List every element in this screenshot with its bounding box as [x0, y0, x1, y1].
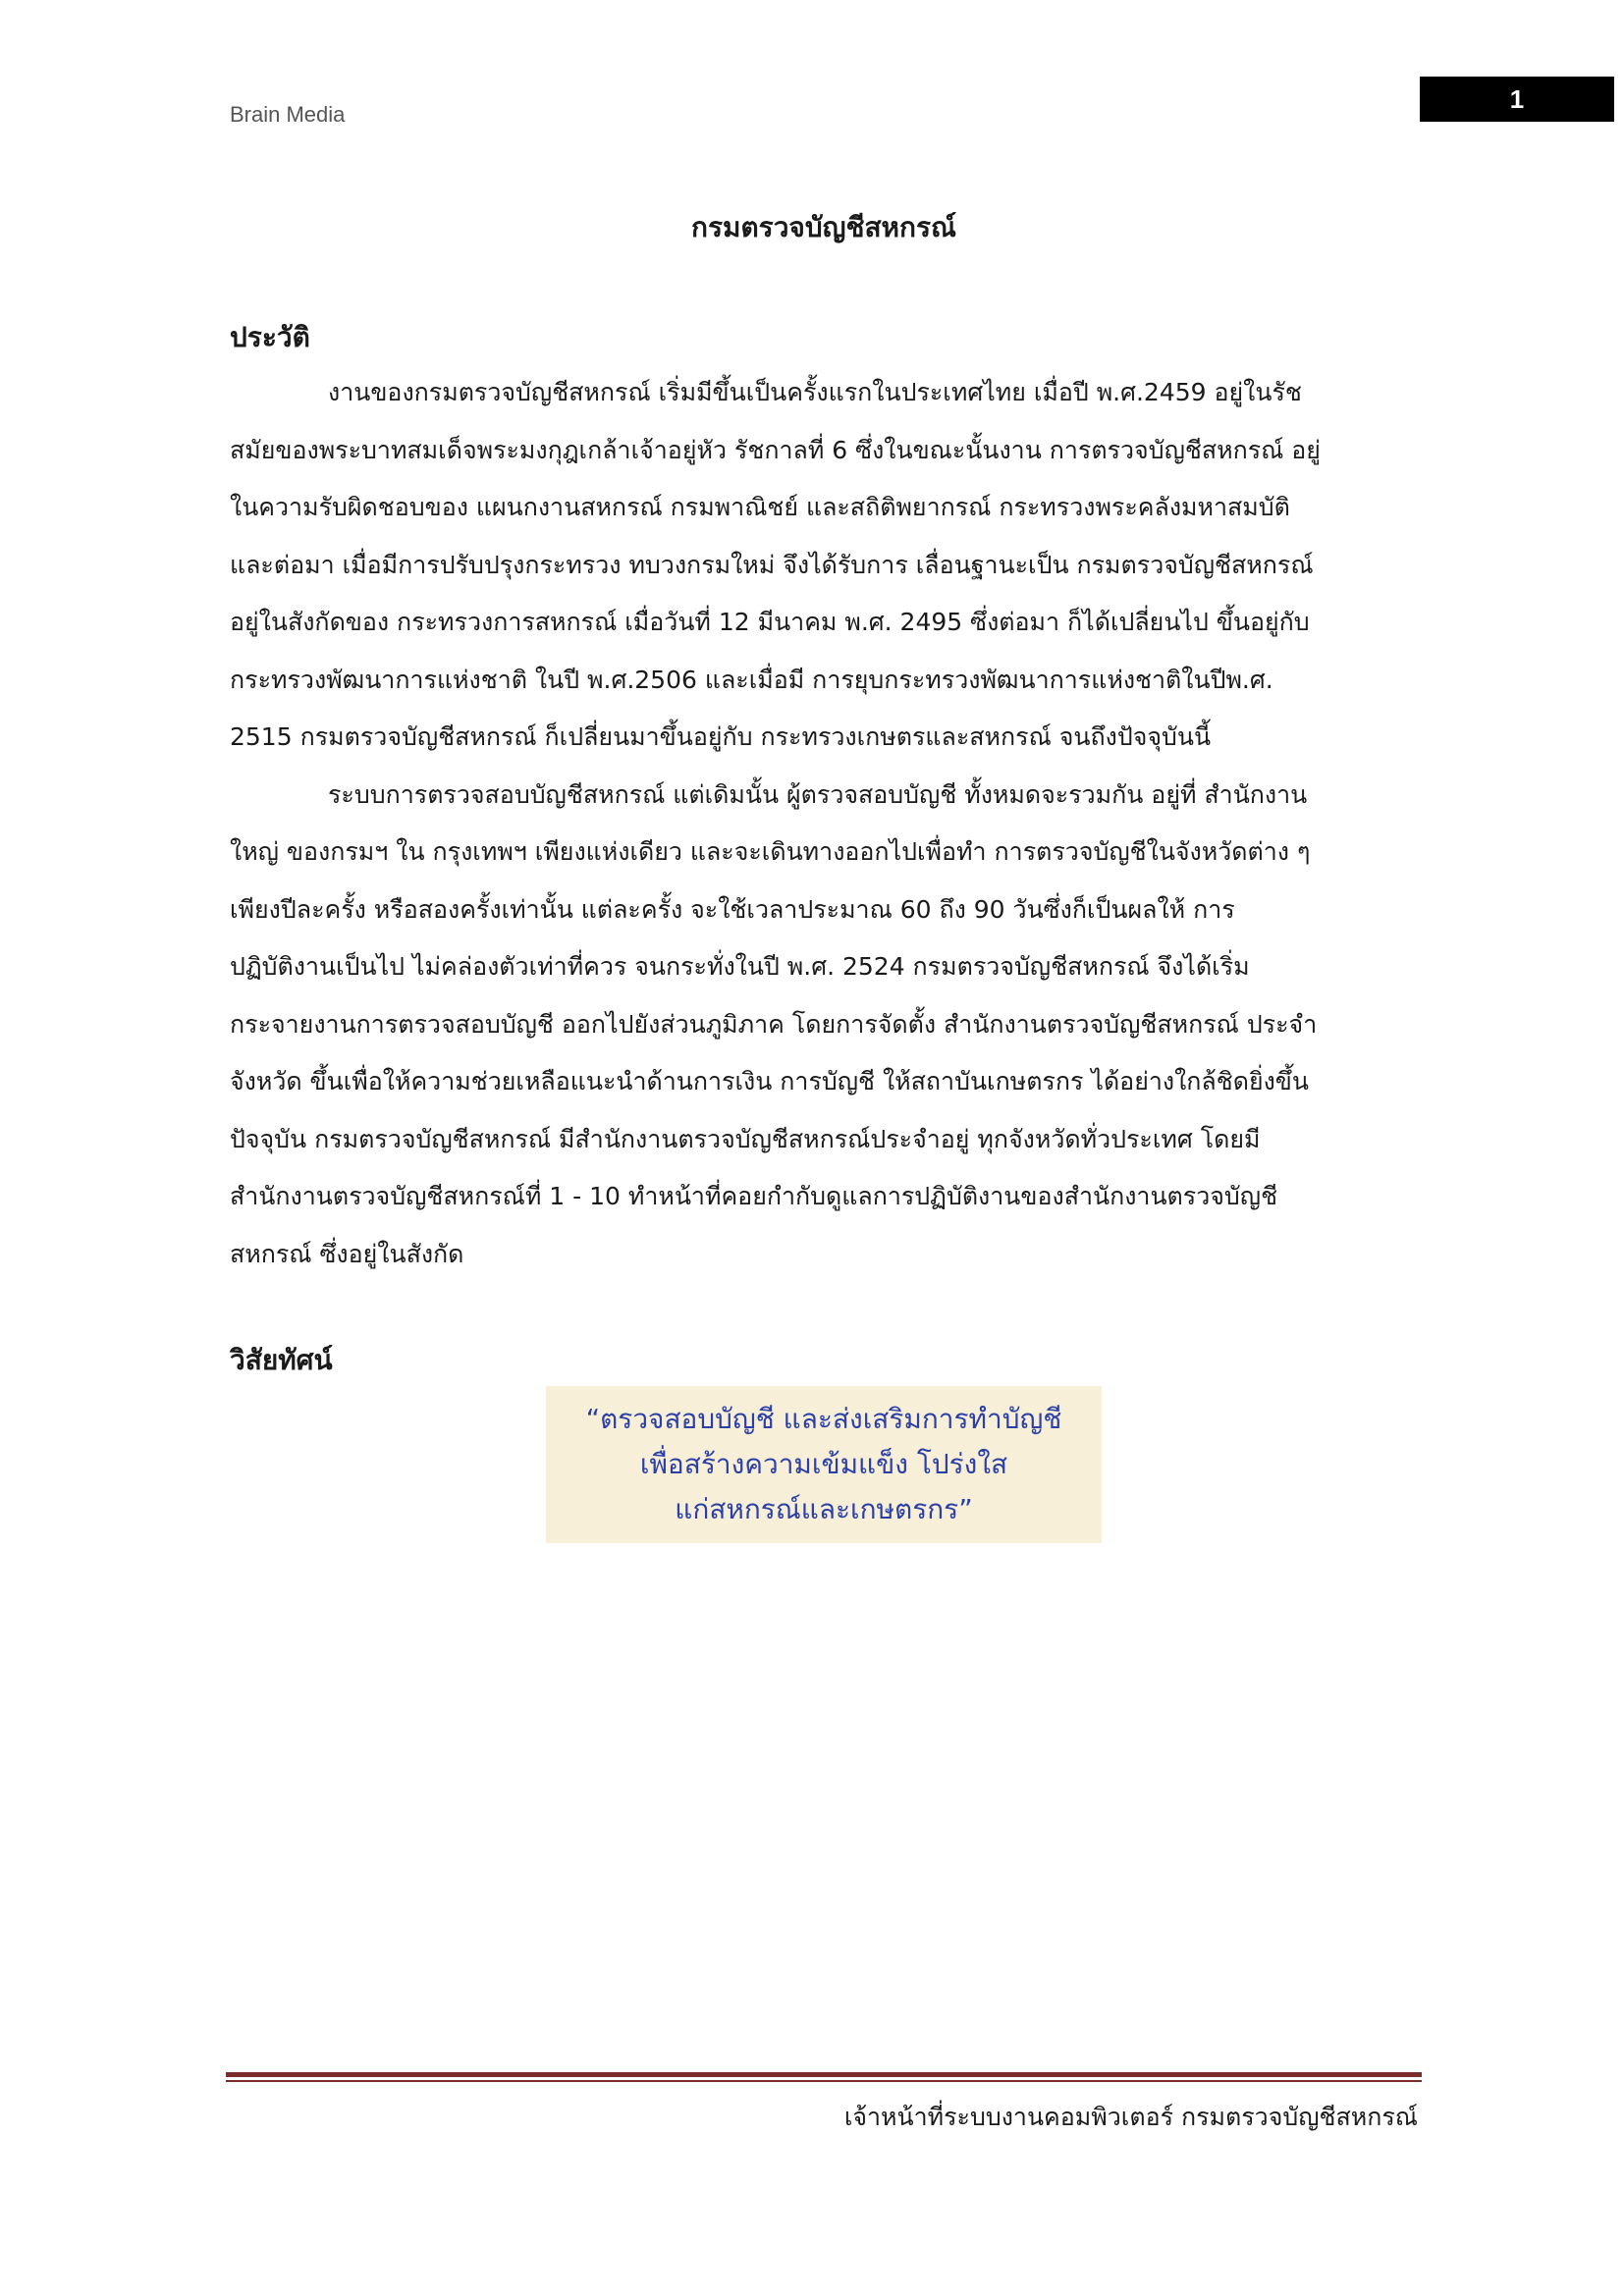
history-line: อยู่ในสังกัดของ กระทรวงการสหกรณ์ เมื่อวันที่ 12 มีนาคม พ.ศ. 2495 ซึ่งต่อมา ก็ได้เปลี่ยนไป ขึ้นอยู่กับ [230, 608, 1310, 636]
history-line: กระจายงานการตรวจสอบบัญชี ออกไปยังส่วนภูมิภาค โดยการจัดตั้ง สำนักงานตรวจบัญชีสหกรณ์ ประจำ [230, 1009, 1318, 1039]
footer-text: เจ้าหน้าที่ระบบงานคอมพิวเตอร์ กรมตรวจบัญชีสหกรณ์ [843, 2103, 1418, 2131]
vision-quote-line: แก่สหกรณ์และเกษตรกร” [675, 1493, 973, 1525]
history-line: เพียงปีละครั้ง หรือสองครั้งเท่านั้น แต่ละครั้ง จะใช้เวลาประมาณ 60 ถึง 90 วันซึ่งก็เป็นผลให้ การ [230, 894, 1235, 924]
vision-quote-line: “ตรวจสอบบัญชี และส่งเสริมการทำบัญชี [585, 1403, 1062, 1435]
history-line: สหกรณ์ ซึ่งอยู่ในสังกัด [230, 1239, 464, 1268]
history-line: ระบบการตรวจสอบบัญชีสหกรณ์ แต่เดิมนั้น ผู้ตรวจสอบบัญชี ทั้งหมดจะรวมกัน อยู่ที่ สำนักงาน [328, 779, 1308, 809]
vision-heading: วิสัยทัศน์ [230, 1344, 333, 1376]
history-heading: ประวัติ [230, 321, 310, 353]
document-title: กรมตรวจบัญชีสหกรณ์ [691, 211, 956, 243]
history-line: สมัยของพระบาทสมเด็จพระมงกุฎเกล้าเจ้าอยู่หัว รัชกาลที่ 6 ซึ่งในขณะนั้นงาน การตรวจบัญชีสหกรณ์ อยู่ [230, 435, 1321, 464]
history-line: ปัจจุบัน กรมตรวจบัญชีสหกรณ์ มีสำนักงานตรวจบัญชีสหกรณ์ประจำอยู่ ทุกจังหวัดทั่วประเทศ โดยมี [230, 1124, 1261, 1153]
history-line: สำนักงานตรวจบัญชีสหกรณ์ที่ 1 - 10 ทำหน้าที่คอยกำกับดูแลการปฏิบัติงานของสำนักงานตรวจบัญชี [230, 1182, 1278, 1210]
footer-divider-thick [226, 2072, 1422, 2077]
history-line: กระทรวงพัฒนาการแห่งชาติ ในปี พ.ศ.2506 และเมื่อมี การยุบกระทรวงพัฒนาการแห่งชาติในปีพ.ศ. [230, 665, 1273, 694]
history-line: และต่อมา เมื่อมีการปรับปรุงกระทรวง ทบวงกรมใหม่ จึงได้รับการ เลื่อนฐานะเป็น กรมตรวจบัญชีสหกรณ์ [230, 550, 1314, 579]
footer-divider [226, 2072, 1422, 2082]
page-number-badge: 1 [1420, 77, 1614, 122]
vision-quote-box [546, 1386, 1102, 1543]
history-line: จังหวัด ขึ้นเพื่อให้ความช่วยเหลือแนะนำด้านการเงิน การบัญชี ให้สถาบันเกษตรกร ได้อย่างใกล้ชิดยิ่งขึ้น [230, 1067, 1309, 1095]
history-line: 2515 กรมตรวจบัญชีสหกรณ์ ก็เปลี่ยนมาขึ้นอยู่กับ กระทรวงเกษตรและสหกรณ์ จนถึงปัจจุบันนี้ [230, 722, 1212, 751]
history-line: ใหญ่ ของกรมฯ ใน กรุงเทพฯ เพียงแห่งเดียว และจะเดินทางออกไปเพื่อทำ การตรวจบัญชีในจังหวัดต่าง ๆ [230, 837, 1311, 866]
footer-divider-thin [226, 2080, 1422, 2082]
history-paragraph [230, 364, 1428, 1283]
vision-quote-line: เพื่อสร้างความเข้มแข็ง โปร่งใส [639, 1448, 1008, 1480]
history-line: ในความรับผิดชอบของ แผนกงานสหกรณ์ กรมพาณิชย์ และสถิติพยากรณ์ กระทรวงพระคลังมหาสมบัติ [230, 493, 1290, 521]
header-brand: Brain Media [230, 102, 346, 127]
history-line: งานของกรมตรวจบัญชีสหกรณ์ เริ่มมีขึ้นเป็นครั้งแรกในประเทศไทย เมื่อปี พ.ศ.2459 อยู่ในรัช [328, 378, 1302, 406]
history-line: ปฏิบัติงานเป็นไป ไม่คล่องตัวเท่าที่ควร จนกระทั่งในปี พ.ศ. 2524 กรมตรวจบัญชีสหกรณ์ จึงได้เริ่ม [230, 952, 1250, 981]
